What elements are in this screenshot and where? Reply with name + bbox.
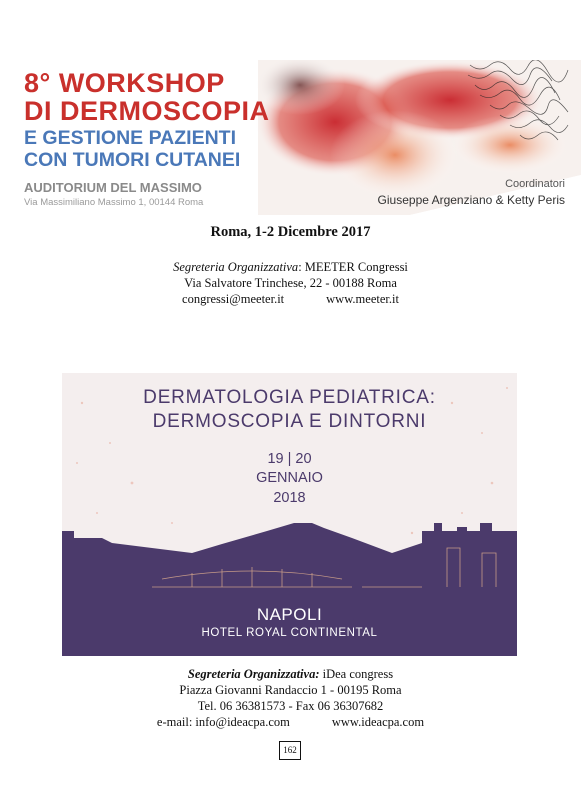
workshop-title-line2: DI DERMOSCOPIA: [24, 96, 270, 126]
page-number: 162: [279, 741, 301, 760]
event2-secretariat-name: iDea congress: [319, 667, 394, 681]
workshop-subtitle-line1: E GESTIONE PAZIENTI: [24, 127, 236, 149]
workshop-subtitle-line2: CON TUMORI CUTANEI: [24, 148, 241, 171]
event2-address: Piazza Giovanni Randaccio 1 - 00195 Roma: [179, 683, 402, 697]
pediatric-dermatology-banner: [62, 373, 517, 656]
workshop-title-line1: 8° WORKSHOP: [24, 68, 225, 98]
event1-secretariat-name: : MEETER Congressi: [298, 260, 408, 274]
event1-secretariat: [0, 259, 581, 307]
course-city: NAPOLI: [256, 605, 323, 624]
course-date-month: GENNAIO: [256, 470, 323, 486]
course-hotel: HOTEL ROYAL CONTINENTAL: [201, 627, 378, 639]
event1-date: Roma, 1-2 Dicembre 2017: [210, 224, 371, 240]
event2-secretariat: [0, 666, 581, 730]
coordinators-names: Giuseppe Argenziano & Ketty Peris: [377, 193, 565, 207]
course-date-year: 2018: [273, 490, 306, 506]
course-title-line2: DERMOSCOPIA E DINTORNI: [152, 411, 427, 432]
workshop-banner: [0, 60, 581, 215]
event1-email-link[interactable]: congressi@meeter.it: [182, 292, 285, 306]
event1-address: Via Salvatore Trinchese, 22 - 00188 Roma: [184, 276, 397, 290]
event2-secretariat-label: Segreteria Organizzativa:: [187, 667, 320, 681]
event2-phone: Tel. 06 36381573 - Fax 06 36307682: [197, 699, 384, 713]
event1-secretariat-label: Segreteria Organizzativa: [173, 260, 299, 274]
event1-contacts: [0, 291, 581, 307]
course-date-days: 19 | 20: [267, 451, 312, 467]
event1-website-link[interactable]: www.meeter.it: [326, 292, 399, 306]
event2-contacts: [0, 714, 581, 730]
workshop-title: [24, 70, 270, 170]
event2-secretariat-line: [0, 666, 581, 682]
course-title-line1: DERMATOLOGIA PEDIATRICA:: [143, 387, 436, 408]
workshop-address: Via Massimiliano Massimo 1, 00144 Roma: [24, 197, 204, 208]
event2-website-link[interactable]: www.ideacpa.com: [331, 715, 425, 729]
workshop-venue: AUDITORIUM DEL MASSIMO: [24, 180, 202, 195]
coordinators-label: Coordinatori: [505, 178, 565, 190]
event2-email-link[interactable]: e-mail: info@ideacpa.com: [156, 715, 290, 729]
event1-secretariat-line: [0, 259, 581, 275]
